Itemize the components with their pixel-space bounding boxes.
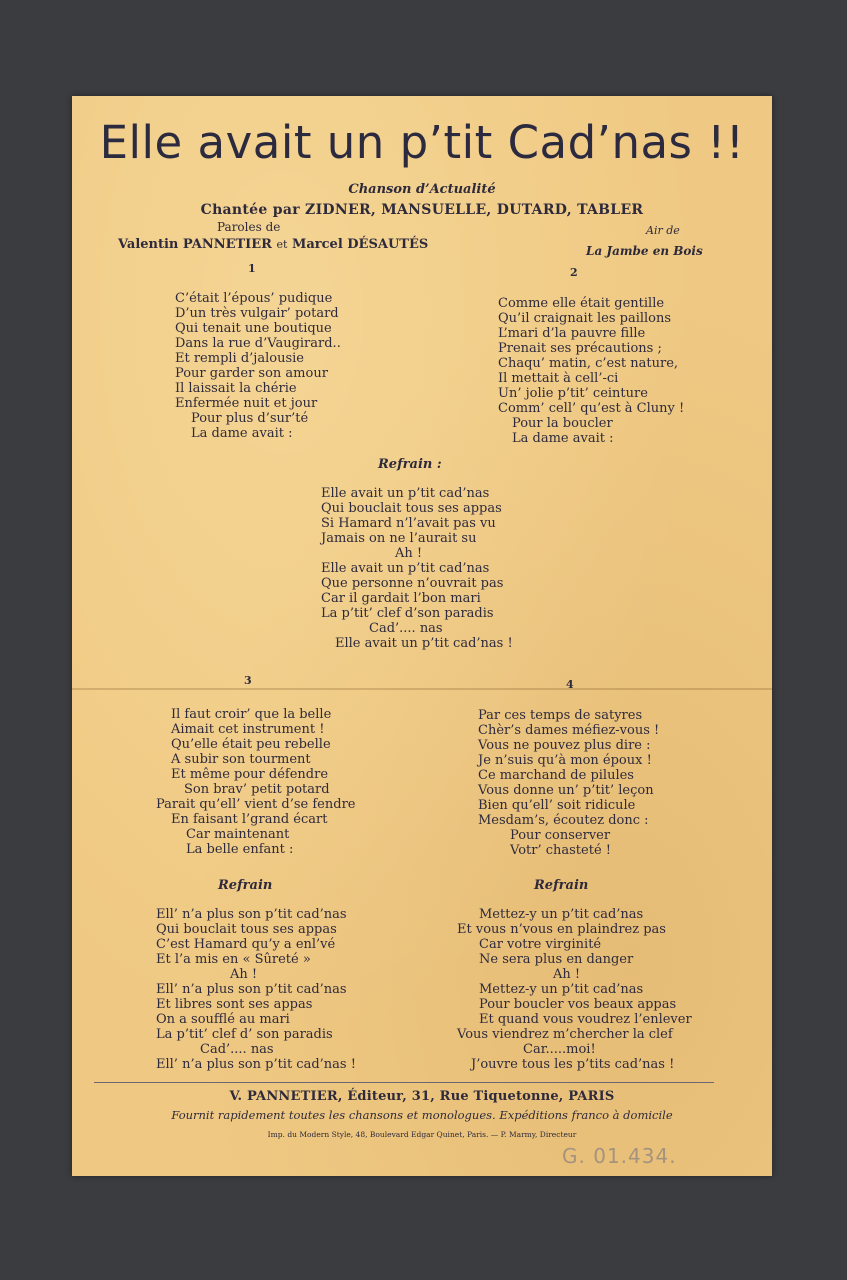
paper-fold bbox=[72, 688, 772, 690]
verse-line: Qu’elle était peu rebelle bbox=[171, 737, 331, 752]
refrain-line: Elle avait un p’tit cad’nas bbox=[321, 561, 490, 576]
verse-line: Pour la boucler bbox=[512, 416, 613, 431]
refrain-line: Que personne n’ouvrait pas bbox=[321, 576, 504, 591]
performers: Chantée par ZIDNER, MANSUELLE, DUTARD, TABLER bbox=[200, 202, 644, 218]
verse-line: En faisant l’grand écart bbox=[171, 812, 328, 827]
verse-line: Et même pour défendre bbox=[171, 767, 329, 782]
refrain-line: Jamais on ne l’aurait su bbox=[321, 531, 477, 546]
song-sheet bbox=[72, 96, 772, 1176]
verse-1 bbox=[175, 291, 341, 441]
refrain-line: Ell’ n’a plus son p’tit cad’nas bbox=[156, 982, 347, 997]
refrain-line: Et vous n’vous en plaindrez pas bbox=[457, 922, 666, 937]
verse-line: Chèr’s dames méfiez-vous ! bbox=[478, 723, 660, 738]
verse-line: Il mettait à cell’-ci bbox=[498, 371, 619, 386]
archive-mark: G. 01.434. bbox=[562, 1144, 677, 1168]
refrain-line: C’est Hamard qu’y a enl’vé bbox=[156, 937, 336, 952]
publisher: V. PANNETIER, Éditeur, 31, Rue Tiquetonne, PARIS bbox=[229, 1089, 615, 1104]
verse-line: Je n’suis qu’à mon époux ! bbox=[478, 753, 652, 768]
verse-line: Son brav’ petit potard bbox=[184, 782, 330, 797]
refrain-line: Car votre virginité bbox=[479, 937, 602, 952]
refrain-line: Cad’.... nas bbox=[200, 1042, 274, 1057]
printer-line: Imp. du Modern Style, 48, Boulevard Edgar Quinet, Paris. — P. Marmy, Directeur bbox=[267, 1130, 577, 1139]
verse-1-number: 1 bbox=[248, 262, 256, 275]
refrain-line: Et libres sont ses appas bbox=[156, 997, 313, 1012]
verse-line: Enfermée nuit et jour bbox=[175, 396, 318, 411]
verse-line: La dame avait : bbox=[191, 426, 293, 441]
verse-line: Car maintenant bbox=[186, 827, 290, 842]
refrain-line: La p’tit’ clef d’ son paradis bbox=[156, 1027, 333, 1042]
refrain-line: Ne sera plus en danger bbox=[479, 952, 634, 967]
verse-line: Comm’ cell’ qu’est à Cluny ! bbox=[498, 401, 685, 416]
author-2: Marcel DÉSAUTÉS bbox=[291, 237, 429, 252]
refrain-line: Ell’ n’a plus son p’tit cad’nas bbox=[156, 907, 347, 922]
verse-line: Vous donne un’ p’tit’ leçon bbox=[478, 783, 654, 798]
refrain-line: Qui bouclait tous ses appas bbox=[321, 501, 502, 516]
refrain-4-label: Refrain bbox=[534, 878, 589, 893]
publisher-note: Fournit rapidement toutes les chansons et monologues. Expéditions franco à domicile bbox=[171, 1108, 673, 1122]
air-label: Air de bbox=[646, 224, 680, 237]
refrain-line: Qui bouclait tous ses appas bbox=[156, 922, 337, 937]
verse-line: Parait qu’ell’ vient d’se fendre bbox=[156, 797, 356, 812]
verse-line: Il laissait la chérie bbox=[175, 381, 297, 396]
refrain-line: Et quand vous voudrez l’enlever bbox=[479, 1012, 692, 1027]
verse-line: Dans la rue d’Vaugirard.. bbox=[175, 336, 341, 351]
verse-line: D’un très vulgair’ potard bbox=[175, 306, 339, 321]
lyrics-by-label: Paroles de bbox=[217, 220, 281, 234]
verse-line: Bien qu’ell’ soit ridicule bbox=[478, 798, 636, 813]
verse-line: Un’ jolie p’tit’ ceinture bbox=[498, 386, 648, 401]
verse-line: C’était l’épous’ pudique bbox=[175, 291, 333, 306]
refrain-line: Ell’ n’a plus son p’tit cad’nas ! bbox=[156, 1057, 356, 1072]
verse-line: La belle enfant : bbox=[186, 842, 294, 857]
refrain-line: Car il gardait l’bon mari bbox=[321, 591, 481, 606]
refrain-line: On a soufflé au mari bbox=[156, 1012, 290, 1027]
verse-line: L’mari d’la pauvre fille bbox=[498, 326, 646, 341]
refrain-line: Mettez-y un p’tit cad’nas bbox=[479, 982, 644, 997]
verse-line: Votr’ chasteté ! bbox=[510, 843, 611, 858]
verse-line: Vous ne pouvez plus dire : bbox=[478, 738, 651, 753]
refrain-line: Elle avait un p’tit cad’nas ! bbox=[335, 636, 513, 651]
refrain-line: Mettez-y un p’tit cad’nas bbox=[479, 907, 644, 922]
verse-line: Prenait ses précautions ; bbox=[498, 341, 662, 356]
verse-2 bbox=[498, 296, 684, 446]
refrain-main bbox=[321, 486, 513, 651]
refrain-line: La p’tit’ clef d’son paradis bbox=[321, 606, 494, 621]
refrain-line: Ah ! bbox=[553, 967, 581, 982]
refrain-line: Ah ! bbox=[230, 967, 258, 982]
authors bbox=[118, 237, 428, 252]
refrain-line: Vous viendrez m’chercher la clef bbox=[457, 1027, 673, 1042]
verse-line: Par ces temps de satyres bbox=[478, 708, 643, 723]
verse-4-number: 4 bbox=[566, 678, 574, 691]
verse-2-number: 2 bbox=[570, 266, 578, 279]
refrain-label: Refrain : bbox=[378, 457, 442, 472]
verse-line: Il faut croir’ que la belle bbox=[171, 707, 332, 722]
refrain-line: Ah ! bbox=[395, 546, 423, 561]
refrain-3-label: Refrain bbox=[218, 878, 273, 893]
verse-line: Pour garder son amour bbox=[175, 366, 328, 381]
verse-line: Qu’il craignait les paillons bbox=[498, 311, 672, 326]
air-title: La Jambe en Bois bbox=[586, 244, 703, 258]
refrain-4 bbox=[457, 907, 692, 1072]
authors-conjunction: et bbox=[276, 238, 288, 251]
verse-3 bbox=[156, 707, 355, 857]
refrain-3 bbox=[156, 907, 356, 1072]
verse-line: Qui tenait une boutique bbox=[175, 321, 332, 336]
footer-divider bbox=[94, 1082, 714, 1083]
song-title: Elle avait un p’tit Cad’nas !! bbox=[99, 116, 745, 169]
verse-line: Mesdam’s, écoutez donc : bbox=[478, 813, 649, 828]
verse-line: Et rempli d’jalousie bbox=[175, 351, 304, 366]
verse-4 bbox=[478, 708, 659, 858]
verse-line: Aimait cet instrument ! bbox=[171, 722, 325, 737]
verse-line: Chaqu’ matin, c’est nature, bbox=[498, 356, 679, 371]
verse-line: Pour plus d’sur’té bbox=[191, 411, 309, 426]
refrain-line: Et l’a mis en « Sûreté » bbox=[156, 952, 311, 967]
author-1: Valentin PANNETIER bbox=[118, 237, 272, 252]
refrain-line: J’ouvre tous les p’tits cad’nas ! bbox=[471, 1057, 675, 1072]
verse-line: Pour conserver bbox=[510, 828, 611, 843]
verse-3-number: 3 bbox=[244, 674, 252, 687]
refrain-line: Elle avait un p’tit cad’nas bbox=[321, 486, 490, 501]
refrain-line: Cad’.... nas bbox=[369, 621, 443, 636]
verse-line: A subir son tourment bbox=[171, 752, 311, 767]
verse-line: Comme elle était gentille bbox=[498, 296, 665, 311]
refrain-line: Si Hamard n’l’avait pas vu bbox=[321, 516, 496, 531]
verse-line: Ce marchand de pilules bbox=[478, 768, 634, 783]
refrain-line: Car.....moi! bbox=[523, 1042, 596, 1057]
song-genre: Chanson d’Actualité bbox=[348, 182, 496, 197]
verse-line: La dame avait : bbox=[512, 431, 614, 446]
refrain-line: Pour boucler vos beaux appas bbox=[479, 997, 677, 1012]
